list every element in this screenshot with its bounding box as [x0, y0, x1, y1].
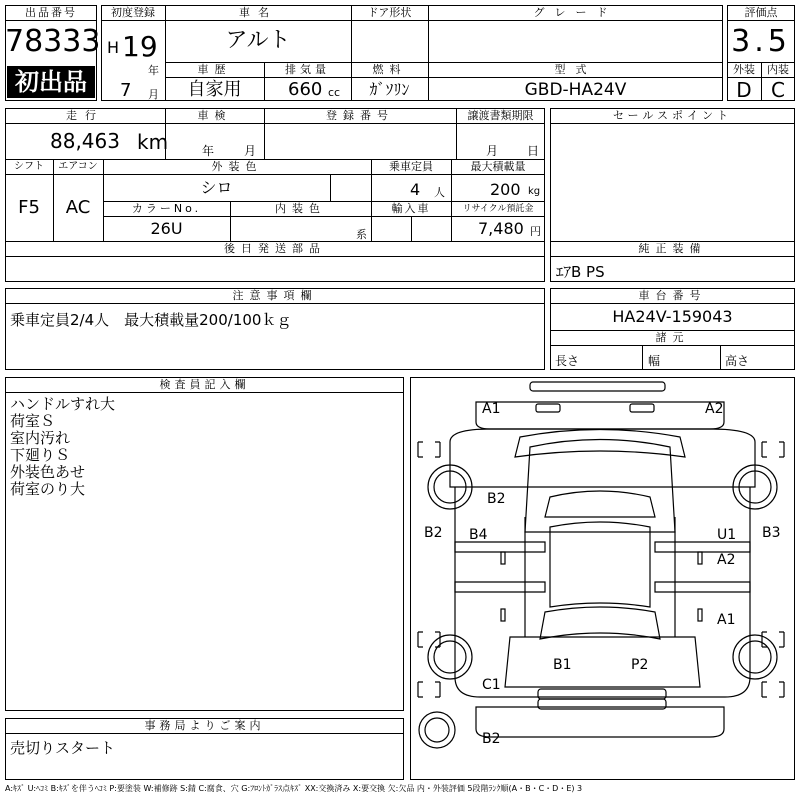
car-name: アルト [225, 28, 291, 53]
ext-color: シロ [200, 178, 233, 197]
damage-rear-b1: B1 [553, 657, 572, 673]
length-label: 長さ [555, 354, 580, 368]
inspector-label: 検査員記入欄 [159, 378, 250, 391]
transfer-day-unit: 日 [527, 144, 540, 158]
score: 3.5 [731, 24, 791, 59]
max-load-unit: kg [528, 186, 541, 197]
legend: A:ｷｽﾞ U:ﾍｺﾐ B:ｷｽﾞを伴うﾍｺﾐ P:要塗装 W:補修跡 S:錆 C:腐食、穴 G:ﾌﾛﾝﾄｶﾞﾗｽ点ｷｽﾞ XX:交換済み X:要交換 欠:欠品 内・外装評価 5段階ﾗﾝｸ順(A・B・C・D・E) 3 [5, 784, 583, 793]
car-diagram [410, 377, 795, 780]
era: H [107, 38, 120, 57]
car-name-label: 車名 [239, 6, 277, 19]
ext-color-label: 外装色 [211, 160, 263, 173]
shift: F5 [18, 197, 40, 218]
lot-number: 78333 [5, 24, 101, 59]
mileage-label: 走行 [66, 109, 104, 122]
door-label: ドア形状 [367, 6, 412, 19]
mileage-unit: km [137, 130, 169, 154]
genuine-value: ｴｱB PS [556, 263, 605, 281]
shift-label: シフト [14, 161, 44, 172]
mileage: 88,463 [50, 129, 120, 153]
fuel: ｶﾞｿﾘﾝ [369, 80, 410, 99]
genuine-label: 純正装備 [638, 242, 707, 255]
inspector-line: 外装色あせ [10, 463, 86, 481]
lot-number-label: 出品番号 [25, 6, 77, 19]
inspector-line: 下廻りＳ [10, 446, 71, 464]
reg-year: 19 [122, 30, 158, 63]
height-label: 高さ [725, 354, 750, 368]
damage-right-door-a1: A1 [717, 612, 736, 628]
damage-front-left: A1 [482, 401, 501, 417]
caution-text: 乗車定員2/4人 最大積載量200/100ｋｇ [10, 311, 292, 329]
first-listing-badge: 初出品 [7, 66, 95, 98]
capacity-label: 乗車定員 [389, 160, 433, 173]
inspector-line: 荷室のり大 [10, 480, 86, 498]
damage-right-door-a2: A2 [717, 552, 736, 568]
damage-front-right: A2 [705, 401, 724, 417]
recycle: 7,480 [478, 219, 524, 238]
dims-label: 諸元 [655, 331, 690, 344]
color-no: 26U [150, 219, 183, 238]
inspection-year-unit: 年 [202, 144, 215, 158]
first-reg-label: 初度登録 [111, 6, 155, 19]
caution-label: 注意事項欄 [232, 289, 318, 302]
history: 自家用 [187, 79, 242, 100]
inspector-notes [10, 396, 115, 498]
inspection-label: 車検 [197, 109, 232, 122]
displacement: 660 [288, 79, 323, 100]
exterior-grade: D [736, 78, 752, 102]
damage-left-fender: B2 [424, 525, 443, 541]
width-label: 幅 [648, 354, 661, 368]
int-color-label: 内装色 [275, 202, 326, 215]
color-no-label: カラーNo. [131, 202, 202, 215]
grade-label: グレード [533, 6, 618, 19]
later-parts-label: 後日発送部品 [224, 242, 326, 255]
damage-hood: B2 [487, 491, 506, 507]
damage-left-door: B4 [469, 527, 488, 543]
damage-right-door-upper: U1 [717, 527, 737, 543]
ac-label: エアコン [58, 161, 98, 172]
sales-points-label: セールスポイント [612, 109, 732, 122]
inspector-line: ハンドルすれ大 [10, 395, 116, 413]
int-color-unit: 系 [356, 228, 367, 241]
transfer-month-unit: 月 [486, 144, 499, 158]
recycle-unit: 円 [530, 225, 541, 238]
inspector-line: 室内汚れ [10, 429, 71, 447]
capacity: 4 [410, 180, 421, 199]
chassis-label: 車台番号 [638, 289, 707, 302]
interior-grade: C [771, 78, 785, 102]
score-label: 評価点 [744, 6, 778, 19]
damage-rear-p2: P2 [631, 657, 649, 673]
displacement-label: 排気量 [285, 63, 330, 76]
month-unit: 月 [148, 88, 159, 101]
damage-rear-left: C1 [482, 677, 501, 693]
max-load-label: 最大積載量 [470, 160, 526, 173]
recycle-label: リサイクル預託金 [462, 204, 534, 214]
max-load: 200 [490, 180, 521, 199]
history-label: 車歴 [197, 63, 232, 76]
import-label: 輸入車 [391, 202, 431, 215]
ac: AC [65, 197, 91, 218]
displacement-unit: cc [328, 86, 341, 99]
transfer-label: 譲渡書類期限 [467, 109, 534, 122]
damage-right-fender: B3 [762, 525, 781, 541]
damage-rear-bumper: B2 [482, 731, 501, 747]
capacity-unit: 人 [434, 186, 445, 199]
interior-label: 内装 [767, 63, 789, 76]
exterior-label: 外装 [733, 63, 755, 76]
fuel-label: 燃料 [372, 63, 407, 76]
office-label: 事務局よりご案内 [144, 719, 265, 732]
model: GBD-HA24V [524, 80, 627, 100]
reg-month: 7 [120, 80, 132, 101]
office-text: 売切りスタート [10, 739, 116, 757]
reg-number-label: 登録番号 [326, 109, 394, 122]
inspection-month-unit: 月 [244, 144, 257, 158]
model-label: 型式 [554, 63, 597, 76]
inspector-line: 荷室Ｓ [10, 412, 56, 430]
year-unit: 年 [148, 64, 159, 77]
chassis-number: HA24V-159043 [612, 307, 733, 326]
